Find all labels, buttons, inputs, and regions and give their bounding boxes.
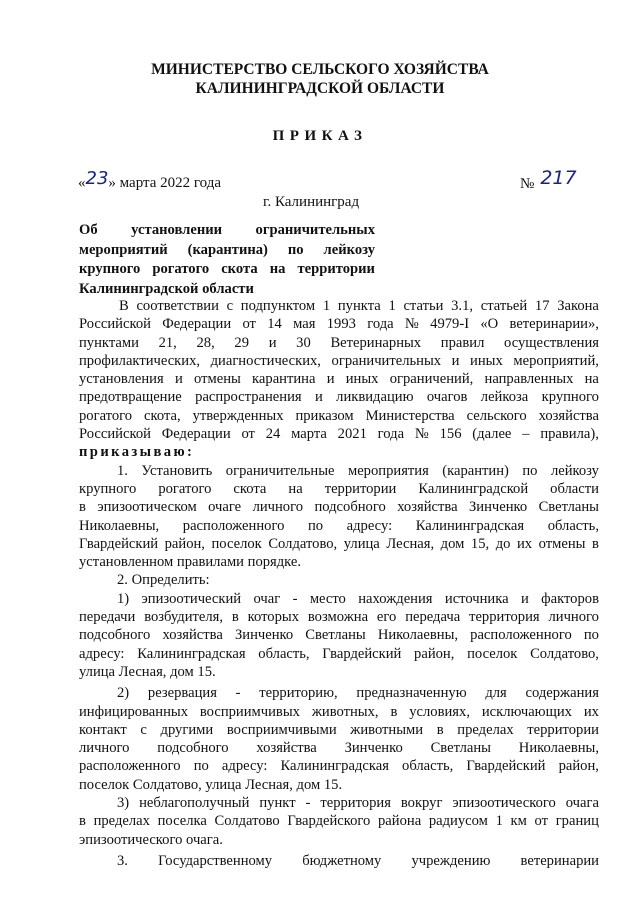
body-word: мая (293, 316, 316, 333)
body-word: установления (79, 371, 164, 388)
body-word: область, (547, 517, 599, 534)
body-word: приказом (295, 407, 354, 424)
body-word: 156 (439, 426, 462, 443)
body-word: Солдатово, (268, 535, 338, 552)
body-word: Светланы (430, 740, 491, 757)
body-word: Федерации (162, 316, 232, 333)
body-word: Ветеринарных (330, 334, 422, 351)
body-word: и (520, 590, 529, 607)
body-word: Светланы (538, 499, 599, 516)
subject-word: (карантина) (187, 241, 268, 258)
body-word: исключающих (481, 703, 572, 720)
issue-city: г. Калининград (263, 194, 360, 210)
body-word: возможна (307, 609, 369, 626)
body-word: крупного (79, 480, 137, 497)
body-line (79, 388, 599, 406)
body-word: Закона (557, 298, 599, 314)
body-word: подсобного (157, 740, 229, 757)
body-word: эпизоотического очага. (79, 831, 223, 848)
subject-line (79, 221, 375, 241)
body-word: 3.1, (451, 298, 474, 314)
body-line (79, 757, 599, 775)
body-word: Зинченко (234, 627, 294, 644)
body-word: инфицированных (79, 703, 188, 720)
body-word: крупного (541, 389, 599, 406)
ministry-name-line1: МИНИСТЕРСТВО СЕЛЬСКОГО ХОЗЯЙСТВА (151, 61, 489, 78)
body-word: другими (160, 721, 214, 738)
body-word: ветеринарии», (509, 316, 599, 333)
subject-word: ограничительных (255, 222, 375, 238)
body-line (79, 553, 599, 571)
body-word: ветеринарии (520, 852, 599, 869)
body-line (79, 480, 599, 498)
body-word: с (140, 721, 147, 738)
body-word: скота, (144, 407, 181, 424)
body-word: его (376, 609, 397, 626)
body-word: бюджетному (302, 852, 382, 869)
body-word: – (522, 426, 530, 443)
body-word: территорию, (259, 685, 338, 702)
body-word: в (436, 721, 444, 738)
body-word: (карантин) (442, 462, 509, 479)
body-word: соответствии (136, 298, 219, 314)
body-word: отмены (194, 371, 241, 388)
body-word: и (174, 371, 183, 388)
body-word: района (378, 813, 422, 830)
body-word: границ (555, 813, 599, 830)
body-line (79, 315, 599, 333)
body-word: очага (565, 795, 599, 812)
subject-word: крупного (79, 261, 141, 277)
body-word: рогатого (158, 480, 212, 497)
body-word: области (550, 480, 599, 497)
body-line (79, 370, 599, 388)
body-word: в (231, 609, 239, 626)
ministry-name-line2: КАЛИНИНГРАДСКОЙ ОБЛАСТИ (195, 80, 445, 97)
body-line (79, 334, 599, 352)
body-word: в (79, 499, 86, 516)
body-word: очаге (208, 499, 242, 516)
body-word: Министерства (365, 407, 455, 424)
body-word: улица (343, 535, 380, 552)
body-word: поселок Солдатово, улица Лесная, дом 15. (79, 776, 343, 793)
body-word: Зинченко (468, 499, 528, 516)
subject-word: установлении (131, 222, 223, 238)
date-month-year: марта 2022 года (119, 175, 222, 191)
body-line (79, 590, 599, 608)
body-word: лейкозу (550, 462, 599, 479)
body-word: нахождения (358, 590, 433, 607)
body-word: животными (350, 721, 424, 738)
body-word: на (288, 480, 303, 497)
body-word: и (326, 371, 335, 388)
body-word: иных (345, 371, 379, 388)
body-word: очаг (253, 590, 281, 607)
subject-word: Об (79, 222, 98, 238)
body-line (79, 517, 599, 535)
body-word: по (522, 462, 538, 479)
body-word: хозяйства (162, 627, 223, 644)
body-word: Калининградская (137, 645, 246, 662)
number-sign: № (520, 176, 535, 192)
body-word: Николаевны, (518, 740, 599, 757)
body-word: 30 (296, 334, 311, 351)
body-word: В (119, 298, 129, 314)
body-word: Николаевны, (377, 627, 459, 644)
body-word: источника (444, 590, 509, 607)
body-word: поселок (467, 645, 518, 662)
subject-word: по (287, 241, 304, 258)
body-word: ограничений, (389, 371, 474, 388)
body-word: резервация (147, 685, 217, 702)
body-line (79, 776, 599, 794)
body-word: скота (233, 480, 267, 497)
body-line (79, 812, 599, 830)
body-word: факторов (541, 590, 599, 607)
body-word: «О (480, 316, 499, 333)
body-word: утвержденных (192, 407, 284, 424)
body-word: № (414, 426, 429, 443)
body-word: карантина (252, 371, 316, 388)
body-word: территория (469, 609, 540, 626)
subject-word: Калининградской области (79, 280, 254, 297)
body-word: по (583, 627, 599, 644)
subject-word: скота (221, 261, 258, 277)
body-word: район, (164, 535, 205, 552)
body-line (79, 297, 599, 315)
body-word: адресу: (346, 517, 393, 534)
body-word: Гвардейский (79, 535, 159, 552)
body-word: Российской (79, 426, 151, 443)
body-word: 28, (196, 334, 215, 351)
body-word: ограничительных (331, 352, 442, 369)
body-word: предназначенную (356, 685, 467, 702)
body-word: вокруг (400, 795, 443, 812)
body-word: хозяйства (256, 740, 317, 757)
body-word: - (305, 795, 311, 812)
body-word: 1. (117, 462, 128, 479)
body-word: статьи (403, 298, 444, 314)
body-word: по (307, 517, 324, 534)
body-word: 24 (265, 426, 281, 443)
body-word: расположенного (79, 758, 181, 775)
body-line (79, 663, 599, 681)
body-word: приказываю: (79, 444, 195, 461)
body-line (79, 831, 599, 849)
body-word: их (516, 535, 533, 552)
body-word: пределах (457, 721, 514, 738)
subject-line (79, 260, 375, 280)
body-line (79, 645, 599, 663)
body-word: отмены (538, 535, 586, 552)
body-word: 3) (117, 795, 130, 812)
body-word: эпизоотического (452, 795, 556, 812)
body-word: ограничительные (225, 462, 335, 479)
body-word: Светланы (305, 627, 366, 644)
body-word: подсобного (79, 627, 151, 644)
body-word: подпунктом (240, 298, 316, 314)
body-word: статьей (480, 298, 528, 314)
body-word: 4979-I (430, 316, 470, 333)
body-word: дом (440, 535, 465, 552)
body-word: 29 (234, 334, 250, 351)
body-word: ликвидацию (336, 389, 414, 406)
body-word: предотвращение (79, 389, 182, 406)
body-word: очагов (426, 389, 468, 406)
body-word: в (390, 703, 398, 720)
body-word: и (451, 352, 460, 369)
body-word: личного (79, 740, 130, 757)
ministry-header (0, 60, 640, 98)
body-word: Российской (79, 316, 151, 333)
body-word: Гвардейский (322, 645, 402, 662)
subject-line (79, 241, 375, 261)
order-number (520, 167, 577, 193)
body-word: адресу: (79, 645, 125, 662)
subject-word: лейкозу (323, 241, 375, 258)
body-word: мероприятия (347, 462, 429, 479)
body-word: от (534, 813, 549, 830)
body-word: пунктами (79, 334, 139, 351)
body-word: № (404, 316, 419, 333)
body-word: эпизоотический (141, 590, 242, 607)
body-word: направленных (484, 371, 574, 388)
date-day-handwritten: 23 (85, 168, 109, 189)
body-word: 14 (267, 316, 282, 333)
subject-word: рогатого (152, 261, 210, 277)
body-word: Установить (141, 462, 213, 479)
body-word: пункт (259, 795, 296, 812)
number-value-handwritten: 217 (540, 167, 577, 189)
body-word: Калининградская (415, 517, 525, 534)
body-word: км (510, 813, 527, 830)
body-line (79, 571, 599, 589)
body-word: иных (470, 352, 503, 369)
body-word: Лесная, (386, 535, 435, 552)
body-word: район, (558, 758, 599, 775)
body-line (79, 462, 599, 480)
body-word: территории (324, 480, 397, 497)
body-word: содержания (525, 685, 599, 702)
body-word: и (268, 334, 277, 351)
body-word: Николаевны, (79, 517, 160, 534)
body-word: Зинченко (344, 740, 403, 757)
body-word: хозяйства (538, 407, 599, 424)
body-word: хозяйства (397, 499, 458, 516)
body-word: осуществления (504, 334, 599, 351)
body-word: Солдатово (214, 813, 280, 830)
body-word: область, (402, 758, 454, 775)
order-date (78, 168, 222, 192)
body-word: - (292, 590, 298, 607)
body-word: адресу: (221, 758, 268, 775)
body-line (79, 407, 599, 425)
body-word: Федерации (161, 426, 231, 443)
body-word: улица Лесная, дом 15. (79, 663, 216, 680)
body-word: 1 (495, 813, 503, 830)
body-word: их (583, 703, 599, 720)
body-word: 2021 (337, 426, 367, 443)
body-word: Калининградская (280, 758, 389, 775)
body-word: для (485, 685, 507, 702)
body-word: профилактических, (79, 352, 201, 369)
body-word: по (193, 758, 209, 775)
body-word: Солдатово, (530, 645, 599, 662)
body-word: в (79, 813, 86, 830)
body-word: правил (440, 334, 485, 351)
body-word: условиях, (409, 703, 470, 720)
body-word: 1993 (326, 316, 356, 333)
body-word: восприимчивых (199, 703, 300, 720)
body-line (79, 739, 599, 757)
body-word: года (367, 316, 394, 333)
body-word: 1) (117, 590, 130, 607)
body-word: район, (414, 645, 455, 662)
body-word: 17 (534, 298, 550, 314)
body-word: личного (548, 609, 599, 626)
body-word: с (226, 298, 234, 314)
body-word: территории (527, 721, 599, 738)
body-line (79, 535, 599, 553)
body-word: поселок (211, 535, 262, 552)
body-word: контакт (79, 721, 127, 738)
body-word: 3. (117, 852, 128, 869)
body-word: (далее (472, 426, 512, 443)
body-word: территория (320, 795, 391, 812)
date-close-quote: » (108, 175, 116, 191)
body-line (79, 794, 599, 812)
body-word: и (314, 389, 323, 406)
body-line (79, 498, 599, 516)
order-body (79, 297, 599, 870)
body-word: возбудителя, (144, 609, 224, 626)
body-line (79, 721, 599, 739)
body-word: пункта (337, 298, 381, 314)
body-word: мероприятий, (513, 352, 599, 369)
body-word: - (235, 685, 241, 702)
body-word: Гвардейского (287, 813, 371, 830)
body-word: радиусом (428, 813, 488, 830)
body-word: поселка (157, 813, 207, 830)
body-word: года (377, 426, 405, 443)
body-word: расположенного (182, 517, 285, 534)
body-word: восприимчивыми (226, 721, 337, 738)
body-word: область, (258, 645, 310, 662)
body-word: подсобного (314, 499, 386, 516)
body-word: рогатого (79, 407, 133, 424)
body-word: которых (247, 609, 300, 626)
body-word: на (584, 371, 599, 388)
body-line (79, 852, 599, 870)
order-subject (79, 221, 375, 299)
body-word: установленном правилами порядке. (79, 554, 302, 571)
body-word: сельского (466, 407, 527, 424)
body-word: неблагополучный (139, 795, 250, 812)
body-word: правила), (540, 426, 599, 443)
body-line (79, 684, 599, 702)
body-word: Калининградской (418, 480, 529, 497)
body-line (79, 425, 599, 443)
body-word: лейкоза (480, 389, 529, 406)
subject-word: мероприятий (79, 241, 168, 258)
body-word: эпизоотическом (97, 499, 197, 516)
body-word: передача (405, 609, 461, 626)
subject-word: территории (297, 261, 375, 277)
body-word: учреждению (411, 852, 491, 869)
body-word: 21, (158, 334, 177, 351)
body-word: марта (291, 426, 327, 443)
body-line (79, 443, 599, 461)
body-word: до (495, 535, 511, 552)
body-word: от (241, 426, 255, 443)
document-type-title: ПРИКАЗ (272, 128, 368, 144)
body-line (79, 352, 599, 370)
date-open-quote: « (78, 175, 86, 191)
body-word: от (242, 316, 256, 333)
body-word: в (591, 535, 599, 552)
body-word: 1 (388, 298, 396, 314)
body-word: личного (252, 499, 304, 516)
body-line (79, 608, 599, 626)
body-word: 1 (322, 298, 331, 314)
body-line (79, 626, 599, 644)
body-word: Гвардейский (466, 758, 546, 775)
body-word: передачи (79, 609, 136, 626)
body-word: распространения (195, 389, 302, 406)
body-line (79, 703, 599, 721)
body-word: диагностических, (210, 352, 321, 369)
body-word: 2) (117, 685, 130, 702)
body-word: место (309, 590, 346, 607)
body-word: 15, (470, 535, 490, 552)
body-word: животных, (311, 703, 379, 720)
body-word: пределах (93, 813, 150, 830)
subject-word: на (269, 261, 286, 277)
body-word: Государственному (158, 852, 273, 869)
body-word: расположенного (470, 627, 572, 644)
body-word: 2. Определить: (117, 572, 210, 589)
